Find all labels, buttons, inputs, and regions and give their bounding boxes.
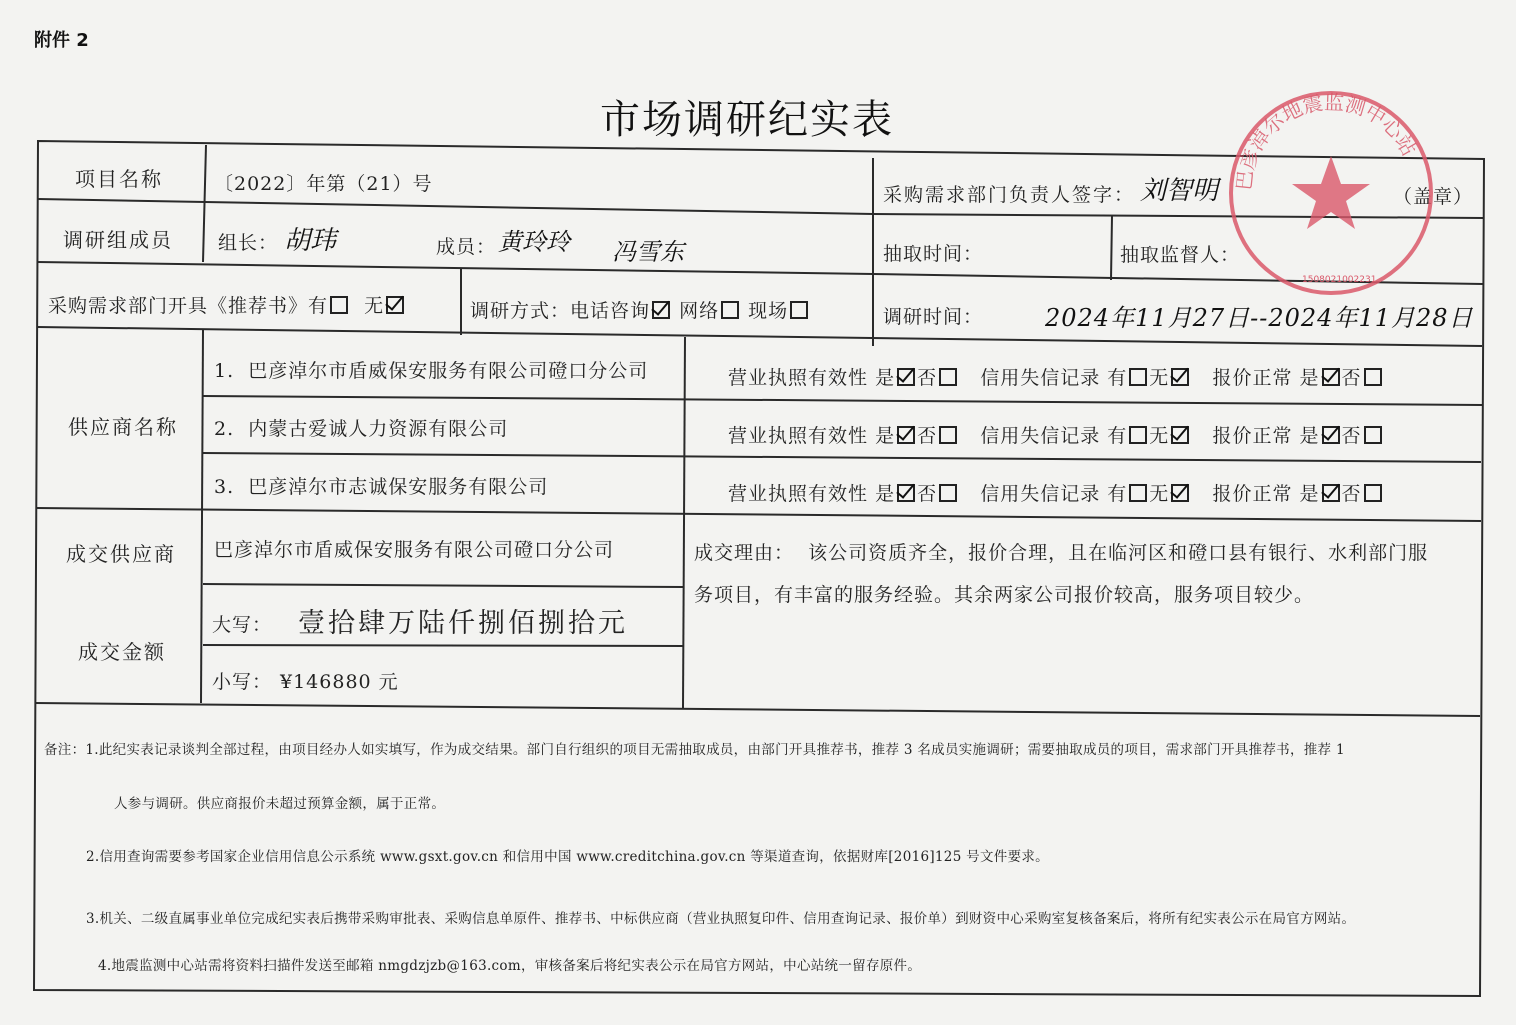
no-label: 否 [917, 425, 938, 447]
license-yes-checkbox[interactable] [897, 484, 915, 502]
quote-no-checkbox[interactable] [1364, 368, 1382, 386]
supplier-checks-3 [728, 479, 1384, 506]
page-title: 市场调研纪实表 [600, 97, 894, 143]
winner-name: 巴彦淖尔市盾威保安服务有限公司磴口分公司 [214, 539, 615, 561]
method-phone-label: 电话咨询 [570, 300, 651, 322]
supplier-name-text: 巴彦淖尔市盾威保安服务有限公司磴口分公司 [248, 360, 649, 382]
license-label: 营业执照有效性 [728, 483, 869, 505]
method-network-label: 网络 [679, 300, 720, 322]
recommend-none-checkbox[interactable] [386, 296, 404, 314]
note-4: 4.地震监测中心站需将资料扫描件发送至邮箱 nmgdzjzb@163.com，审核备案后将纪实表公示在局官方网站，中心站统一留存原件。 [98, 958, 922, 974]
none-label: 无 [1149, 483, 1170, 505]
recommend-label: 采购需求部门开具《推荐书》有 [48, 295, 329, 317]
team-label: 调研组成员 [63, 228, 173, 252]
no-label: 否 [917, 367, 938, 389]
recommend-none-label: 无 [364, 295, 385, 317]
has-label: 有 [1107, 483, 1128, 505]
reason-text1: 该公司资质齐全，报价合理，且在临河区和磴口县有银行、水利部门服 [808, 542, 1429, 564]
amount-lower-value: ¥146880 元 [280, 671, 399, 693]
none-label: 无 [1149, 425, 1170, 447]
supplier-name-text: 巴彦淖尔市志诚保安服务有限公司 [248, 476, 549, 498]
research-time-handwritten: 2024年11月27日--2024年11月28日 [1045, 304, 1474, 332]
license-yes-checkbox[interactable] [897, 426, 915, 444]
winner-label: 成交供应商 [66, 542, 176, 566]
leader-signature: 胡玮 [284, 226, 337, 256]
license-label: 营业执照有效性 [728, 367, 869, 389]
no-label: 否 [1341, 367, 1362, 389]
quote-yes-checkbox[interactable] [1322, 368, 1340, 386]
note-2: 2.信用查询需要参考国家企业信用信息公示系统 www.gsxt.gov.cn 和信用中国 www.creditchina.gov.cn 等渠道查询，依据财库[2016]125 号文件要求。 [86, 849, 1049, 865]
has-label: 有 [1107, 425, 1128, 447]
quote-yes-checkbox[interactable] [1322, 484, 1340, 502]
quote-label: 报价正常 [1212, 483, 1293, 505]
credit-none-checkbox[interactable] [1171, 484, 1189, 502]
quote-yes-checkbox[interactable] [1322, 426, 1340, 444]
quote-label: 报价正常 [1212, 367, 1293, 389]
research-time-label: 调研时间： [883, 306, 984, 328]
official-seal [1222, 84, 1440, 302]
supplier-checks-2 [728, 421, 1384, 448]
project-name-label: 项目名称 [75, 167, 163, 191]
license-no-checkbox[interactable] [939, 484, 957, 502]
reason-label: 成交理由： [694, 542, 795, 564]
credit-has-checkbox[interactable] [1129, 426, 1147, 444]
amount-lower-label: 小写： [212, 671, 273, 693]
recommend-row [48, 291, 406, 318]
credit-has-checkbox[interactable] [1129, 484, 1147, 502]
approver-signature: 刘智明 [1140, 176, 1219, 206]
member2-signature: 冯雪东 [612, 238, 684, 266]
amount-upper-label: 大写： [212, 614, 273, 636]
yes-label: 是 [875, 483, 896, 505]
yes-label: 是 [875, 425, 896, 447]
note-1a: 备注：1.此纪实表记录谈判全部过程，由项目经办人如实填写，作为成交结果。部门自行组织的项目无需抽取成员，由部门开具推荐书，推荐 3 名成员实施调研；需要抽取成员的项目，需求部门开具推荐书，推荐 1 [44, 742, 1345, 758]
supplier-name-2 [214, 414, 508, 441]
seal-note: （盖章） [1393, 186, 1474, 208]
suppliers-label: 供应商名称 [68, 415, 178, 439]
approver-label: 采购需求部门负责人签字： [883, 184, 1136, 206]
supplier-name-3 [214, 472, 548, 499]
supplier-num: 2. [214, 418, 235, 440]
draw-time-label: 抽取时间： [883, 243, 984, 265]
method-onsite-label: 现场 [748, 300, 789, 322]
yes-label: 是 [1299, 367, 1320, 389]
credit-label: 信用失信记录 [980, 483, 1101, 505]
license-no-checkbox[interactable] [939, 368, 957, 386]
method-onsite-checkbox[interactable] [790, 301, 808, 319]
draw-supervisor-label: 抽取监督人： [1120, 244, 1241, 266]
yes-label: 是 [1299, 425, 1320, 447]
yes-label: 是 [875, 367, 896, 389]
method-label: 调研方式： [470, 300, 571, 322]
reason-line1 [694, 538, 1428, 565]
note-3: 3.机关、二级直属事业单位完成纪实表后携带采购审批表、采购信息单原件、推荐书、中标供应商（营业执照复印件、信用查询记录、报价单）到财资中心采购室复核备案后，将所有纪实表公示在局官方网站。 [86, 911, 1356, 927]
license-label: 营业执照有效性 [728, 425, 869, 447]
method-row [470, 296, 810, 323]
quote-no-checkbox[interactable] [1364, 484, 1382, 502]
none-label: 无 [1149, 367, 1170, 389]
no-label: 否 [1341, 425, 1362, 447]
yes-label: 是 [1299, 483, 1320, 505]
members-label: 成员： [436, 236, 497, 258]
note-1b: 人参与调研。供应商报价未超过预算金额，属于正常。 [114, 796, 446, 812]
seal-text: 巴彦淖尔地震监测中心站 [1231, 90, 1422, 192]
supplier-checks-1 [728, 363, 1384, 390]
license-yes-checkbox[interactable] [897, 368, 915, 386]
has-label: 有 [1107, 367, 1128, 389]
project-name-value: 〔2022〕年第（21）号 [214, 173, 433, 195]
amount-label: 成交金额 [78, 640, 166, 664]
license-no-checkbox[interactable] [939, 426, 957, 444]
method-phone-checkbox[interactable] [652, 301, 670, 319]
method-network-checkbox[interactable] [721, 301, 739, 319]
seal-code: 1508021002231 [1302, 275, 1377, 285]
member1-signature: 黄玲玲 [498, 228, 570, 256]
supplier-name-1 [214, 356, 648, 383]
credit-none-checkbox[interactable] [1171, 368, 1189, 386]
supplier-name-text: 内蒙古爱诚人力资源有限公司 [248, 418, 509, 440]
no-label: 否 [1341, 483, 1362, 505]
recommend-has-checkbox[interactable] [330, 296, 348, 314]
leader-label: 组长： [218, 232, 279, 254]
amount-upper-value: 壹拾肆万陆仟捌佰捌拾元 [298, 608, 628, 639]
reason-line2: 务项目，有丰富的服务经验。其余两家公司报价较高，服务项目较少。 [694, 584, 1315, 606]
credit-none-checkbox[interactable] [1171, 426, 1189, 444]
credit-label: 信用失信记录 [980, 367, 1101, 389]
attachment-label: 附件 2 [34, 30, 89, 51]
supplier-num: 3. [214, 476, 235, 498]
quote-label: 报价正常 [1212, 425, 1293, 447]
no-label: 否 [917, 483, 938, 505]
quote-no-checkbox[interactable] [1364, 426, 1382, 444]
credit-has-checkbox[interactable] [1129, 368, 1147, 386]
supplier-num: 1. [214, 360, 235, 382]
credit-label: 信用失信记录 [980, 425, 1101, 447]
